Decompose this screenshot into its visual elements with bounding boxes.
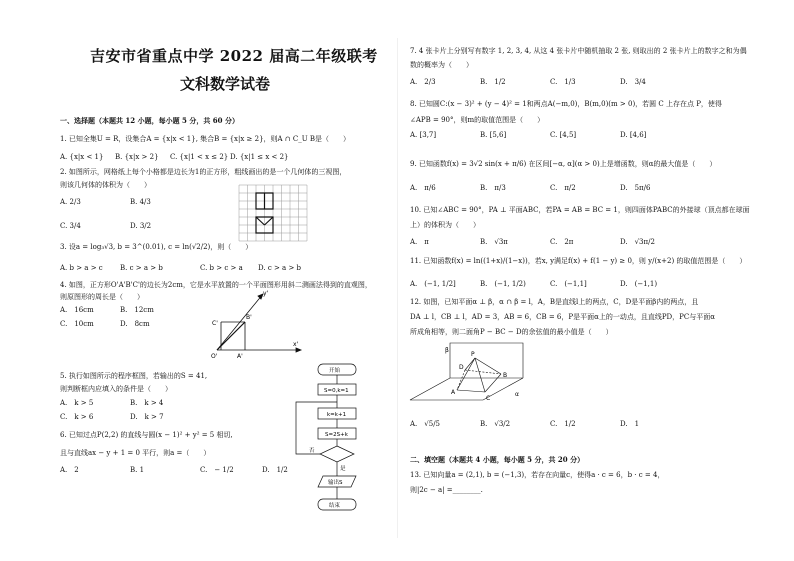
q2-option-c: C. 3/4 [60,222,81,230]
q9-stem: 9. 已知函数f(x) = 3√2 sin(x + π/6) 在区间[−α, α](α > 0)上是增函数，则α的最大值是（ ） [410,160,717,168]
q8-option-a: A. [3,7] [410,131,437,139]
point-c-label: C [486,395,491,402]
figure-label-y-axis: y' [263,290,269,297]
q8-stem-line2: ∠APB = 90°，则m的取值范围是（ ） [410,116,545,124]
q6-option-c: C. − 1/2 [200,466,234,474]
figure-label-c: C' [212,320,218,327]
q13-stem-line1: 13. 已知向量a = (2,1), b = (−1,3)，若存在向量c，使得a · c = 6，b · c = 4， [410,471,665,479]
q7-option-d: D. 3/4 [620,78,646,86]
plane-beta-label: β [445,347,449,354]
q4-option-c: C. 10cm [60,320,94,328]
q7-stem-line1: 7. 4 张卡片上分别写有数字 1, 2, 3, 4, 从这 4 张卡片中随机抽取 2 张, 则取出的 2 张卡片上的数字之和为偶 [410,47,747,55]
q7-option-c: C. 1/3 [550,78,576,86]
q10-option-c: C. 2π [550,238,574,246]
q9-option-a: A. π/6 [410,184,436,192]
q7-stem-line2: 数的概率为（ ） [410,61,473,69]
q8-option-c: C. [4,5] [550,131,577,139]
q11-option-c: C. (−1,1] [550,280,587,288]
flow-start: 开始 [329,368,341,374]
q1-option-b: B. {x|x > 2} [115,153,159,161]
q9-option-b: B. π/3 [480,184,506,192]
q12-stem-line3: 所成角相等，则二面角P − BC − D的余弦值的最小值是（ ） [410,328,613,336]
q3-option-d: D. c > a > b [258,264,302,272]
point-p-label: P [471,351,475,358]
q4-stem-line1: 4. 如图，正方形O'A'B'C'的边长为2cm，它是水平放置的一个平面图形用斜二测画法得到的直观图， [60,281,372,289]
program-flowchart [290,362,374,512]
q4-option-b: B. 12cm [120,306,154,314]
q5-option-c: C. k > 6 [60,413,94,421]
flow-end: 结束 [329,503,341,509]
q4-stem-line2: 则原图形的周长是（ ） [60,293,144,301]
q3-option-b: B. c > a > b [120,264,163,272]
exam-subtitle: 文科数学试卷 [180,75,271,93]
exam-title: 吉安市省重点中学 2022 届高二年级联考 [90,47,378,65]
q8-option-b: B. [5,6] [480,131,507,139]
section-heading-choice: 一、选择题（本题共 12 小题，每小题 5 分，共 60 分） [60,116,239,125]
q7-option-b: B. 1/2 [480,78,506,86]
q9-option-c: C. π/2 [550,184,576,192]
q5-option-d: D. k > 7 [130,413,164,421]
q6-option-d: D. 1/2 [262,466,288,474]
point-d-label: D [459,364,464,371]
section-heading-fill: 二、填空题（本题共 4 小题，每小题 5 分，共 20 分） [410,455,585,464]
three-view-grid-figure [238,184,308,242]
q12-option-c: C. 1/2 [550,420,576,428]
flow-step-k: k=k+1 [327,412,347,418]
q6-option-a: A. 2 [60,466,79,474]
q2-option-b: B. 4/3 [130,198,151,206]
figure-label-a: A' [237,353,243,360]
flow-no-label: 否 [309,448,315,454]
q2-stem-line2: 则该几何体的体积为（ ） [60,181,151,189]
q5-stem-line2: 则判断框内应填入的条件是（ ） [60,385,172,393]
q12-stem-line2: DA ⊥ l，CB ⊥ l，AD = 3，AB = 6，CB = 6，P是平面α上的一动点，且直线PD，PC与平面α [410,313,715,321]
q10-stem-line1: 10. 已知∠ABC = 90°，PA ⊥ 平面ABC，若PA = AB = BC = 1，则四面体PABC的外接球（顶点都在球面 [410,206,750,214]
q11-stem: 11. 已知函数f(x) = ln((1+x)/(1−x))，若x, y满足f(x) + f(1 − y) ≥ 0，则 y/(x+2) 的取值范围是（ ） [410,257,747,265]
q2-stem-line1: 2. 如图所示，网格纸上每个小格都是边长为1的正方形，粗线画出的是一个几何体的三视图， [60,168,347,176]
q1-stem: 1. 已知全集U = R，设集合A = {x|x < 1}, 集合B = {x|x ≥ 2}，则A ∩ C_U B是（ ） [60,135,351,143]
q10-option-b: B. √3π [480,238,508,246]
q2-option-d: D. 3/2 [130,222,152,230]
q10-option-a: A. π [410,238,429,246]
q11-option-d: D. (−1,1) [620,280,658,288]
point-b-label: B [503,372,508,379]
q3-option-a: A. b > a > c [60,264,103,272]
point-a-label: A [451,389,456,396]
figure-label-x-axis: x' [293,341,299,348]
flow-step-s: S=2S+k [325,432,348,438]
q7-option-a: A. 2/3 [410,78,436,86]
figure-label-o: O' [211,353,218,360]
q10-option-d: D. √3π/2 [620,238,655,246]
q5-option-b: B. k > 4 [130,399,164,407]
q11-option-a: A. (−1, 1/2] [410,280,456,288]
q4-option-d: D. 8cm [120,320,150,328]
q1-option-d: D. {x|1 ≤ x < 2} [230,153,289,161]
q5-stem-line1: 5. 执行如图所示的程序框图，若输出的S = 41, [60,372,208,380]
q13-stem-line2: 则|2c − a| =________. [410,486,483,494]
q10-stem-line2: 上）的体积为（ ） [410,221,480,229]
q1-option-c: C. {x|1 < x ≤ 2} [170,153,229,161]
q3-option-c: C. b > c > a [200,264,243,272]
flow-init: S=0,k=1 [324,388,349,394]
q12-option-a: A. √5/5 [410,420,441,428]
q6-stem-line2: 且与直线ax − y + 1 = 0 平行，则a =（ ） [60,449,211,457]
q2-option-a: A. 2/3 [60,198,81,206]
figure-label-b: B' [246,314,252,321]
q5-option-a: A. k > 5 [60,399,94,407]
dihedral-angle-figure [405,340,525,408]
q12-stem-line1: 12. 如图，已知平面α ⊥ β，α ∩ β = l，A，B是直线l上的两点，C，D是平面β内的两点，且 [410,298,699,306]
plane-alpha-label: α [515,391,519,398]
q11-option-b: B. (−1, 1/2) [480,280,526,288]
q6-stem-line1: 6. 已知过点P(2,2) 的直线与圆(x − 1)² + y² = 5 相切, [60,431,233,439]
q1-option-a: A. {x|x < 1} [60,153,104,161]
column-divider [397,38,398,538]
q4-option-a: A. 16cm [60,306,94,314]
oblique-square-figure [205,284,305,360]
q12-option-b: B. √3/2 [480,420,511,428]
q8-stem-line1: 8. 已知圆C:(x − 3)² + (y − 4)² = 1和两点A(−m,0)，B(m,0)(m > 0)，若圆 C 上存在点 P，使得 [410,100,722,108]
flow-output: 输出S [328,480,343,486]
q9-option-d: D. 5π/6 [620,184,651,192]
q12-option-d: D. 1 [620,420,640,428]
q3-stem: 3. 设a = log₃√3, b = 3^(0.01), c = ln(√2/2)，则（ ） [60,243,253,251]
q6-option-b: B. 1 [130,466,145,474]
flow-yes-label: 是 [340,466,346,472]
q8-option-d: D. [4,6] [620,131,647,139]
